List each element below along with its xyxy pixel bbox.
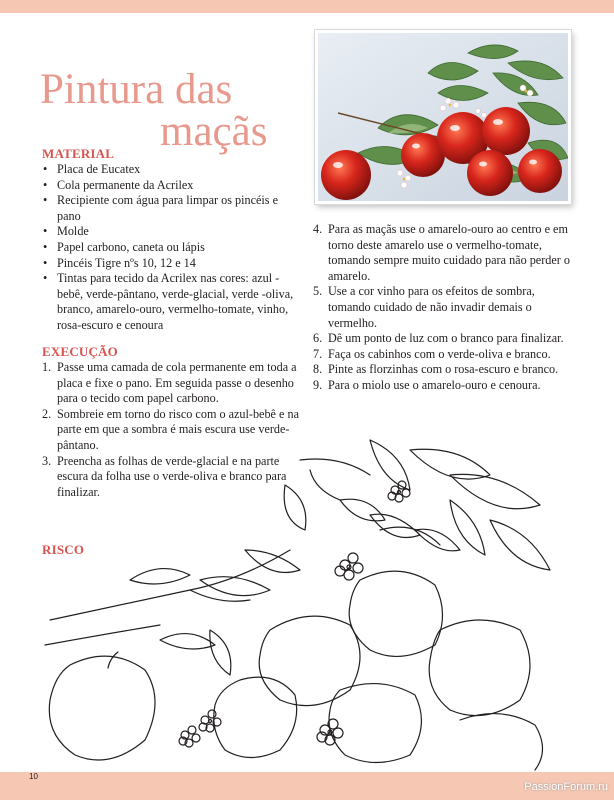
page-number: 10	[29, 772, 38, 781]
step-text: Use a cor vinho para os efeitos de sombra, tomando cuidado de não invadir demais o vermelho.	[328, 284, 535, 330]
step-text: Preencha as folhas de verde-glacial e na parte escura da folha use o verde-oliva e branco para finalizar.	[57, 453, 287, 499]
watermark: PassionForum.ru	[524, 781, 608, 793]
step-number: 2.	[42, 406, 52, 421]
top-color-band	[0, 0, 614, 13]
material-item: • Recipiente com água para limpar os pincéis e pano	[42, 193, 304, 224]
apples-line-drawing	[40, 430, 580, 775]
step-item	[313, 378, 573, 394]
step-text: Para o miolo use o amarelo-ouro e cenoura.	[328, 377, 541, 392]
material-item: • Placa de Eucatex	[42, 162, 304, 178]
step-text: Dê um ponto de luz com o branco para finalizar.	[328, 331, 564, 346]
step-number: 5.	[313, 284, 323, 299]
step-text: Passe uma camada de cola permanente em toda a placa e fixe o pano. Em seguida passe o desenho para o tecido com papel carbono.	[57, 360, 297, 406]
apples-painting-image	[318, 33, 568, 201]
step-text: Faça os cabinhos com o verde-oliva e branco.	[328, 346, 551, 361]
step-number: 8.	[313, 362, 323, 377]
material-item: • Papel carbono, caneta ou lápis	[42, 240, 304, 256]
step-number: 4.	[313, 222, 323, 236]
step-item	[313, 284, 573, 331]
step-number: 1.	[42, 360, 52, 374]
material-list	[42, 162, 304, 334]
step-number: 9.	[313, 377, 323, 392]
title-line-1: Pintura das	[40, 65, 233, 113]
material-item: • Cola permanente da Acrilex	[42, 178, 304, 194]
bottom-color-band	[0, 772, 614, 800]
step-text: Para as maçãs use o amarelo-ouro ao centro e em torno deste amarelo use o vermelho-tomate, tomando sempre muito cuidado para não perder o amarelo.	[328, 222, 570, 283]
step-number: 7.	[313, 346, 323, 361]
title-line-2: maçãs	[160, 107, 268, 155]
material-item: • Tintas para tecido da Acrilex nas cores: azul -bebê, verde-pântano, verde-glacial, verde -oliva, branco, amarelo-ouro, vermelho-tomate, vinho, rosa-escuro e cenoura	[42, 271, 304, 333]
material-item: • Molde	[42, 224, 304, 240]
step-item	[313, 362, 573, 378]
step-number: 3.	[42, 453, 52, 468]
step-number: 6.	[313, 331, 323, 346]
step-item	[313, 222, 573, 284]
step-item	[313, 347, 573, 363]
execucao-heading: EXECUÇÃO	[42, 344, 118, 359]
step-text: Pinte as florzinhas com o rosa-escuro e branco.	[328, 362, 559, 377]
step-text: Sombreie em torno do risco com o azul-bebê e na parte em que a sombra é mais escura use verde-pântano.	[57, 406, 299, 452]
risco-heading: RISCO	[42, 542, 85, 557]
material-heading: MATERIAL	[42, 146, 115, 161]
material-item: • Pincéis Tigre nºs 10, 12 e 14	[42, 256, 304, 272]
step-item	[313, 331, 573, 347]
steps-list-right	[313, 222, 573, 394]
step-item	[42, 360, 300, 407]
painted-apples-photo	[315, 30, 571, 204]
